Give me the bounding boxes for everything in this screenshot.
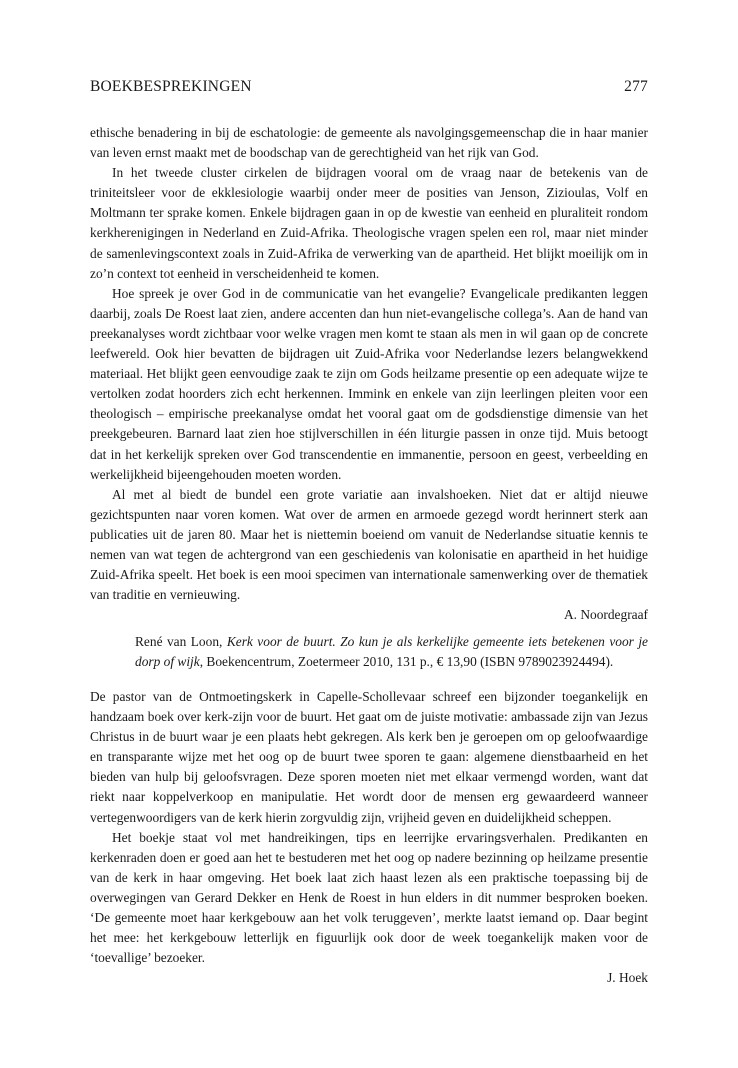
review-2-paragraph: Het boekje staat vol met handreikingen, tips en leerrijke ervaringsverhalen. Predikanten en kerkenraden doen er goed aan het te bestuderen met het oog op nadere bezinning op heilzame presentie van de kerk in haar omgeving. Het boek laat zich haast lezen als een praktische toepassing bij de overwegingen van Gerard Dekker en Henk de Roest in hun elders in dit nummer besproken boeken. ‘De gemeente moet haar kerkgebouw aan het volk teruggeven’, merkte laatst iemand op. Daar begint het mee: het kerkgebouw letterlijk en figuurlijk ook door de week toegankelijk maken voor de ‘toevallige’ bezoeker. [90, 829, 648, 966]
book-title: Kerk voor de buurt. Zo kun je als kerkelijke gemeente iets betekenen voor je dorp of wijk [135, 634, 648, 670]
book-reference [135, 632, 648, 672]
review-1-signature: A. Noordegraaf [563, 607, 648, 623]
review-2-signature: J. Hoek [607, 970, 648, 986]
review-1-paragraph: In het tweede cluster cirkelen de bijdragen vooral om de vraag naar de betekenis van de triniteitsleer voor de ekklesiologie waarbij onder meer de posities van Jenson, Zizioulas, Volf en Moltmann ter sprake komen. Enkele bijdragen gaan in op de kwestie van eenheid en pluraliteit rondom kerkherenigingen in Nederland en Zuid-Afrika. Theologische vragen spelen een rol, maar niet minder de samenlevingscontext zoals in Zuid-Afrika de verwerking van de apartheid. Het blijkt moeilijk om in zo’n context tot eenheid in verscheidenheid te komen. [90, 165, 648, 281]
review-1-body [90, 123, 648, 625]
review-1-paragraph: Hoe spreek je over God in de communicatie van het evangelie? Evangelicale predikanten leggen daarbij, zoals De Roest laat zien, andere accenten dan hun niet-evangelische collega’s. Aan de hand van preekanalyses wordt zichtbaar voor welke vragen men komt te staan als men in wil gaan op de concrete leefwereld. Ook hier bevatten de bijdragen uit Zuid-Afrika voor Nederlandse lezers belangwekkend materiaal. Het blijkt geen eenvoudige zaak te zijn om Gods heilzame presentie op een adequate wijze te vertolken zodat hoorders zich echt herkennen. Immink en enkele van zijn leerlingen pleiten voor een theologisch – empirische preekanalyse omdat het vooral gaat om de godsdienstige dimensie van het preekgebeuren. Barnard laat zien hoe stijlverschillen in één liturgie passen in onze tijd. Muis betoogt dat in het kerkelijk spreken over God transcendentie en immanentie, persoon en geest, verbeelding en werkelijkheid bijeengehouden moeten worden. [90, 285, 648, 482]
review-2-body [90, 687, 648, 988]
page-header [90, 78, 648, 96]
book-publication-details: , Boekencentrum, Zoetermeer 2010, 131 p., € 13,90 (ISBN 9789023924494). [199, 654, 614, 670]
page-number: 277 [624, 78, 648, 95]
review-1-paragraph: Al met al biedt de bundel een grote variatie aan invalshoeken. Niet dat er altijd nieuwe gezichtspunten naar voren komen. Wat over de armen en armoede gezegd wordt herinnert sterk aan publicaties uit de jaren 80. Maar het is niettemin boeiend om vanuit de Nederlandse situatie kennis te nemen van wat tegen de achtergrond van een geschiedenis van kolonisatie en apartheid in het huidige Zuid-Afrika speelt. Het boek is een mooi specimen van internationale samenwerking over de thematiek van traditie en vernieuwing. [90, 486, 648, 603]
review-1-paragraph: ethische benadering in bij de eschatologie: de gemeente als navolgingsgemeenschap die in haar manier van leven ernst maakt met de boodschap van de gerechtigheid van het rijk van God. [90, 125, 648, 161]
book-author: René van Loon, [135, 634, 227, 649]
review-2-paragraph: De pastor van de Ontmoetingskerk in Capelle-Schollevaar schreef een bijzonder toegankelijk en handzaam boek over kerk-zijn voor de buurt. Het gaat om de juiste motivatie: ambassade zijn van Jezus Christus in de buurt waar je een plaats hebt gekregen. Als kerk ben je geroepen om op geloofwaardige en transparante wijze met het oog op de buurt twee sporen te gaan: algemene dienstbaarheid en het bieden van hulp bij geloofsvragen. Deze sporen moeten niet met elkaar vermengd worden, want dat riekt naar koppelverkoop en manipulatie. Het wordt door de mensen erg gewaardeerd wanneer vertegenwoordigers van de kerk hierin zorgvuldig zijn, vrijheid geven en duidelijkheid scheppen. [90, 689, 648, 825]
running-title: BOEKBESPREKINGEN [90, 78, 252, 95]
